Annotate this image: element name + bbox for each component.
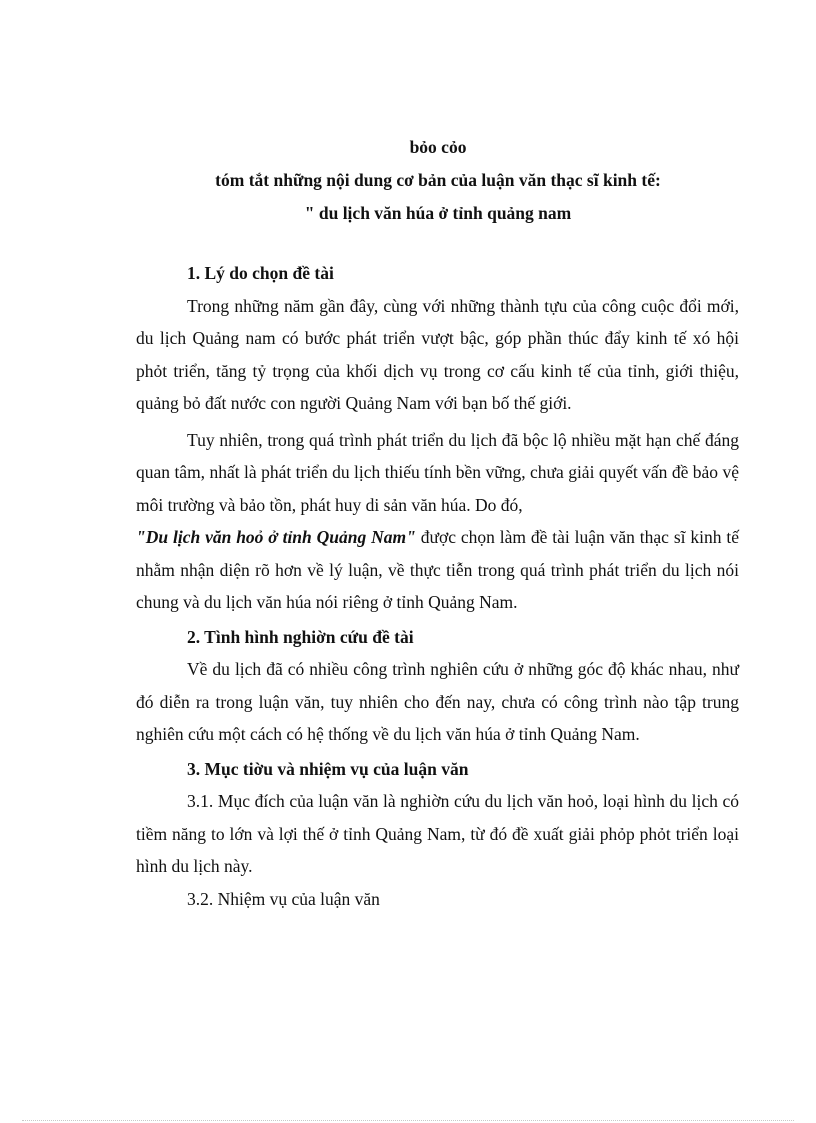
section-2-heading: 2. Tình hình nghiờn cứu đề tài bbox=[187, 626, 414, 647]
section-1-paragraph-1: Trong những năm gần đây, cùng với những thành tựu của công cuộc đổi mới, du lịch Quảng nam có bước phát triển vượt bậc, góp phần thúc đẩy kinh tế xó hội phỏt triển, tăng tỷ trọng của khối dịch vụ trong cơ cấu kinh tế của tỉnh, giới thiệu, quảng bỏ đất nước con người Quảng Nam với bạn bố thế giới. bbox=[136, 295, 739, 413]
section-1-paragraph-2-text: Tuy nhiên, trong quá trình phát triển du lịch đã bộc lộ nhiều mặt hạn chế đáng quan tâm, nhất là phát triển du lịch thiếu tính bền vững, chưa giải quyết vấn đề bảo vệ môi trường và bảo tồn, phát huy di sản văn húa. Do đó, bbox=[136, 429, 739, 515]
title-line-2: tóm tắt những nội dung cơ bản của luận văn thạc sĩ kinh tế: bbox=[215, 170, 661, 190]
document-title bbox=[0, 131, 816, 230]
section-1-heading: 1. Lý do chọn đề tài bbox=[187, 263, 334, 283]
emphasized-topic-title: "Du lịch văn hoỏ ở tỉnh Quảng Nam" bbox=[136, 527, 416, 547]
section-1-paragraph-2-continuation: được chọn làm đề tài luận văn thạc sĩ kinh tế nhằm nhận diện rõ hơn về lý luận, về thực tiễn trong quá trình phát triển du lịch nói chung và du lịch văn húa nói riêng ở tỉnh Quảng Nam. bbox=[136, 527, 739, 612]
section-1-paragraph-2 bbox=[136, 424, 739, 619]
section-3-paragraph-2: 3.2. Nhiệm vụ của luận văn bbox=[187, 888, 380, 909]
section-3-heading: 3. Mục tiờu và nhiệm vụ của luận văn bbox=[187, 758, 469, 779]
title-line-3: " du lịch văn húa ở tỉnh quảng nam bbox=[304, 203, 572, 223]
section-2-paragraph-1: Về du lịch đã có nhiều công trình nghiên cứu ở những góc độ khác nhau, như đó diễn ra trong luận văn, tuy nhiên cho đến nay, chưa có công trình nào tập trung nghiên cứu một cách có hệ thống về du lịch văn húa ở tỉnh Quảng Nam. bbox=[136, 659, 739, 744]
section-3-paragraph-1: 3.1. Mục đích của luận văn là nghiờn cứu du lịch văn hoỏ, loại hình du lịch có tiềm năng to lớn và lợi thế ở tỉnh Quảng Nam, từ đó đề xuất giải phỏp phỏt triển loại hình du lịch này. bbox=[136, 791, 739, 876]
title-line-1: bỏo cỏo bbox=[409, 137, 467, 157]
document-body bbox=[136, 257, 739, 915]
page-bottom-divider bbox=[22, 1120, 794, 1121]
